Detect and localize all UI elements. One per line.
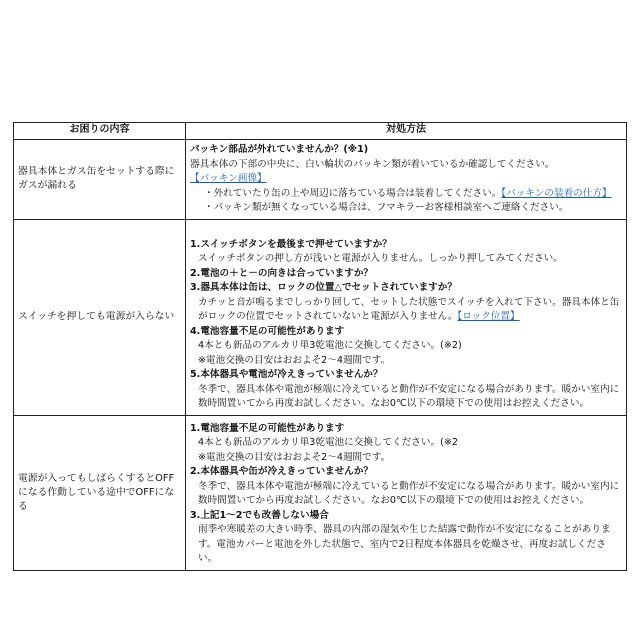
problem-cell: スイッチを押しても電源が入らない: [14, 219, 186, 415]
problem-cell: 器具本体とガス缶をセットする際にガスが漏れる: [14, 140, 186, 220]
solution-text: 雨季や寒暖差の大きい時季、器具の内部の湿気や生じた結露で動作が不安定になることがあります。電池カバーと電池を外した状態で、室内で2日程度本体器具を乾燥させ、再度お試しください。: [198, 524, 611, 564]
table-row: [14, 140, 627, 220]
solution-heading: 1.スイッチボタンを最後まで押せていますか？: [190, 238, 392, 250]
solution-text: ・パッキン類が無くなっている場合は、フマキラーお客様相談室へご連絡ください。: [204, 202, 569, 213]
solution-text: カチッと音が鳴るまでしっかり回して、セットした状態でスイッチを入れて下さい。器具本体と缶がロックの位置でセットされていないと電源が入りません。【ロック位置】: [198, 296, 620, 322]
solution-heading: 4.電池容量不足の可能性があります: [190, 325, 345, 337]
packing-install-link[interactable]: 【パッキンの装着の仕方】: [501, 187, 612, 199]
solution-cell: [186, 140, 627, 220]
table-row: [14, 219, 627, 415]
solution-heading: 2.電池の＋と－の向きは合っていますか？: [190, 267, 374, 279]
solution-text: 4本とも新品のアルカリ単3乾電池に交換してください。(※2): [198, 340, 462, 351]
solution-text: ・外れていたり缶の上や周辺に落ちている場合は装着してください。【パッキンの装着の仕方】: [204, 187, 612, 199]
solution-cell: [186, 219, 627, 415]
solution-heading: 3.上記1～2でも改善しない場合: [190, 509, 329, 521]
solution-text: 冬季で、器具本体や電池が極端に冷えていると動作が不安定になる場合があります。暖かい室内に数時間置いてから再度お試しください。なお0℃以下の環境下での使用はお控えください。: [198, 383, 620, 409]
header-row: [14, 123, 627, 140]
solution-heading: 2.本体器具や缶が冷えきっていませんか？: [190, 466, 374, 477]
header-problem: お困りの内容: [14, 123, 186, 140]
packing-image-link[interactable]: 【パッキン画像】: [190, 173, 267, 184]
solution-text: ※電池交換の目安はおおよそ2～4週間です。: [198, 451, 391, 463]
solution-text: ※電池交換の目安はおおよそ2～4週間です。: [198, 354, 391, 366]
solution-heading: 3.器具本体は缶は、ロックの位置△でセットされていますか？: [190, 282, 457, 293]
solution-text: 4本とも新品のアルカリ単3乾電池に交換してください。(※2: [198, 437, 458, 448]
header-solution: 対処方法: [186, 123, 627, 140]
solution-text: 器具本体の下部の中央に、白い輪状のパッキン類が着いているか確認してください。【パッキン画像】: [190, 158, 555, 184]
table-row: [14, 415, 627, 570]
solution-text: スイッチボタンの押し方が浅いと電源が入りません。しっかり押してみてください。: [198, 253, 563, 264]
solution-cell: [186, 415, 627, 570]
solution-heading: 5.本体器具や電池が冷えきっていませんか？: [190, 369, 383, 380]
solution-heading: 1.電池容量不足の可能性があります: [190, 422, 345, 434]
solution-text: 冬季で、器具本体や電池が極端に冷えていると動作が不安定になる場合があります。暖かい室内に数時間置いてから再度お試しください。なお0℃以下の環境下での使用はお控えください。: [198, 480, 620, 506]
faq-table: [13, 122, 627, 571]
lock-position-link[interactable]: 【ロック位置】: [457, 311, 520, 322]
problem-cell: 電源が入ってもしばらくするとOFFになる作動している途中でOFFになる: [14, 415, 186, 570]
solution-heading: パッキン部品が外れていませんか？(※1): [190, 144, 369, 155]
